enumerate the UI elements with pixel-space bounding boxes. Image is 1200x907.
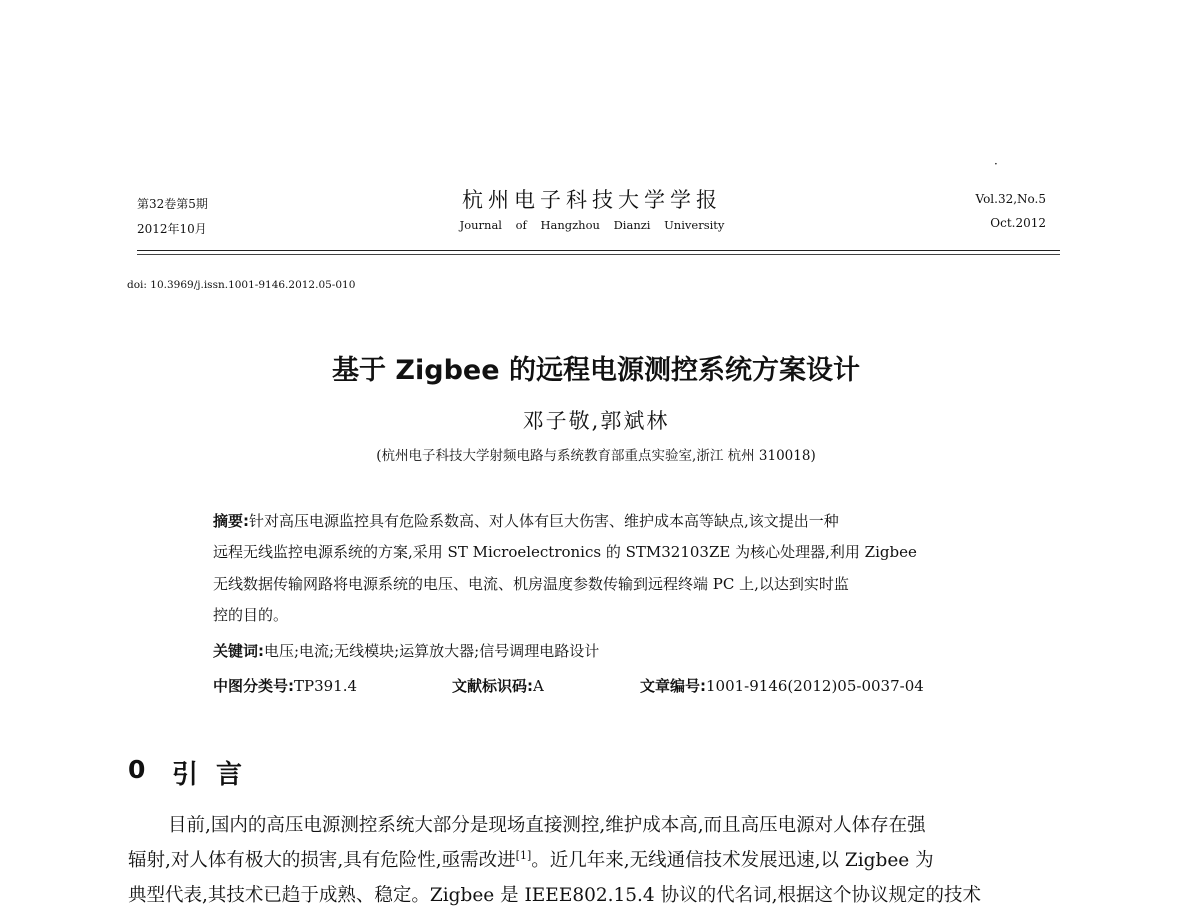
abstract-line: 控的目的。 (213, 606, 289, 624)
scan-speck: · (994, 157, 998, 171)
article-number (640, 675, 924, 696)
section-title: 引言 (172, 760, 261, 790)
body-text: 辐射,对人体有极大的损害,具有危险性,亟需改进 (128, 850, 516, 871)
abstract-line (213, 510, 978, 531)
paper-authors: 邓子敬,郭斌林 (522, 409, 670, 433)
body-text-line (128, 846, 1053, 872)
body-text-line: 典型代表,其技术已趋于成熟、稳定。Zigbee 是 IEEE802.15.4 协议的代名词,根据这个协议规定的技术 (128, 885, 981, 906)
abstract-line: 远程无线监控电源系统的方案,采用 ST Microelectronics 的 STM32103ZE 为核心处理器,利用 Zigbee (213, 543, 917, 561)
paper-affiliation: (杭州电子科技大学射频电路与系统教育部重点实验室,浙江 杭州 310018) (376, 448, 816, 464)
body-text: 。近几年来,无线通信技术发展迅速,以 Zigbee 为 (531, 850, 934, 871)
doi-line: doi: 10.3969/j.issn.1001-9146.2012.05-010 (127, 279, 356, 291)
header-volume-issue-en: Vol.32,No.5 (975, 192, 1046, 206)
clc-value: TP391.4 (294, 677, 358, 695)
header-date-cn: 2012年10月 (137, 222, 207, 236)
keywords-line (213, 640, 978, 661)
document-code (452, 675, 544, 696)
article-number-label: 文章编号: (640, 677, 706, 695)
document-code-label: 文献标识码: (452, 677, 533, 695)
abstract-line: 无线数据传输网路将电源系统的电压、电流、机房温度参数传输到远程终端 PC 上,以达到实时监 (213, 575, 849, 593)
clc-label: 中图分类号: (213, 677, 294, 695)
header-volume-issue-cn: 第32卷第5期 (137, 197, 208, 211)
section-number: 0 (128, 755, 146, 784)
keywords-label: 关键词: (213, 642, 264, 660)
header-rule-thin (137, 254, 1060, 255)
abstract-text: 针对高压电源监控具有危险系数高、对人体有巨大伤害、维护成本高等缺点,该文提出一种 (249, 512, 839, 530)
abstract-label: 摘要: (213, 512, 249, 530)
paper-title: 基于 Zigbee 的远程电源测控系统方案设计 (332, 355, 860, 386)
document-code-value: A (533, 677, 544, 695)
reference-marker: [1] (515, 848, 532, 862)
header-date-en: Oct.2012 (990, 216, 1046, 230)
article-number-value: 1001-9146(2012)05-0037-04 (706, 677, 924, 695)
journal-title-en: Journal of Hangzhou Dianzi University (459, 218, 725, 232)
clc-number (213, 675, 357, 696)
journal-title-cn: 杭州电子科技大学学报 (462, 188, 722, 212)
body-text-line: 目前,国内的高压电源测控系统大部分是现场直接测控,维护成本高,而且高压电源对人体存在强 (168, 815, 926, 836)
keywords-text: 电压;电流;无线模块;运算放大器;信号调理电路设计 (264, 642, 600, 660)
header-rule-thick (137, 250, 1060, 251)
